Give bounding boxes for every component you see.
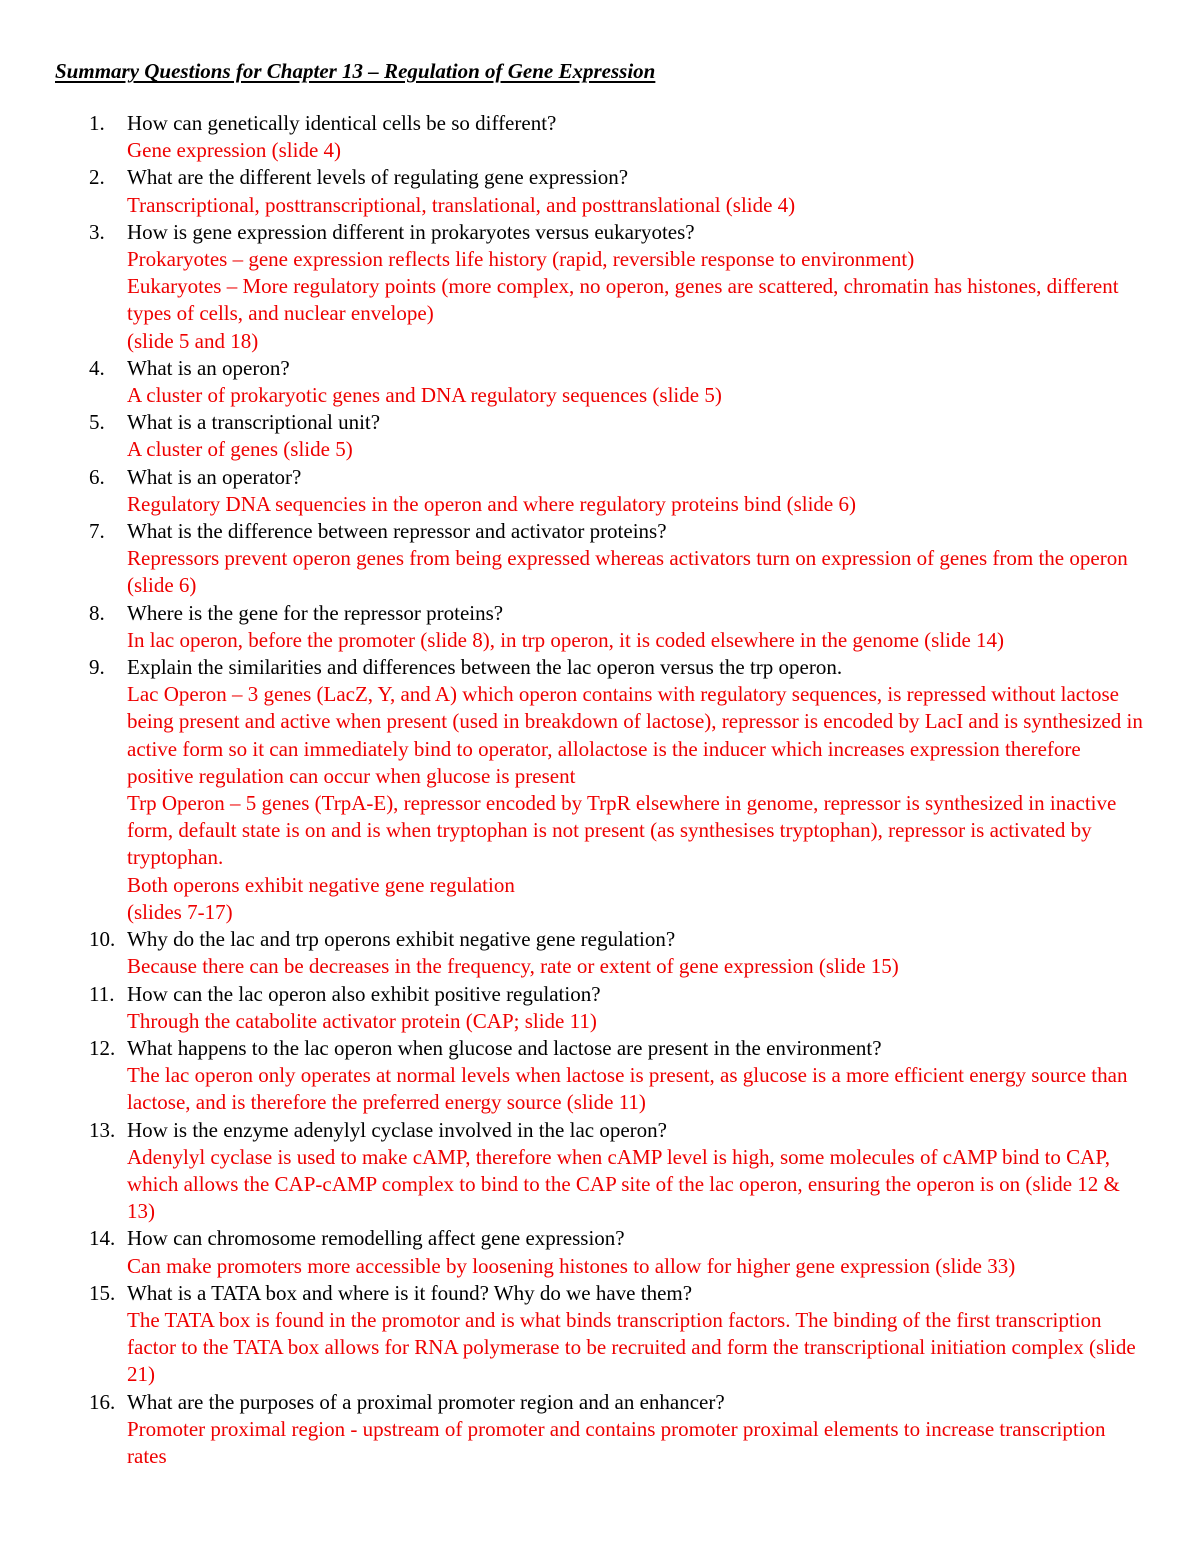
question-item bbox=[0, 409, 1200, 463]
question-number: 14. bbox=[89, 1226, 116, 1251]
question-number: 6. bbox=[89, 464, 105, 489]
answer-text: Lac Operon – 3 genes (LacZ, Y, and A) which operon contains with regulatory sequences, is repressed without lactose being present and active when present (used in breakdown of lactose), repressor is encoded by LacI and is synthesized in active form so it can immediately bind to operator, allolactose is the inducer which increases expression therefore positive regulation can occur when glucose is present bbox=[127, 682, 1143, 788]
question-text: What are the purposes of a proximal promoter region and an enhancer? bbox=[127, 1389, 725, 1414]
question-text: What is the difference between repressor and activator proteins? bbox=[127, 519, 667, 544]
answer-text: A cluster of genes (slide 5) bbox=[127, 437, 353, 462]
question-number: 10. bbox=[89, 927, 116, 952]
question-text: How is gene expression different in prokaryotes versus eukaryotes? bbox=[127, 219, 695, 244]
question-item bbox=[0, 926, 1200, 980]
question-item bbox=[0, 1117, 1200, 1226]
answer-text: In lac operon, before the promoter (slide 8), in trp operon, it is coded elsewhere in the genome (slide 14) bbox=[127, 627, 1005, 652]
answer-text: Can make promoters more accessible by loosening histones to allow for higher gene expression (slide 33) bbox=[127, 1253, 1016, 1278]
answer-text: Both operons exhibit negative gene regulation bbox=[127, 872, 515, 897]
question-number: 5. bbox=[89, 410, 105, 435]
question-number: 3. bbox=[89, 219, 105, 244]
answer-text: The TATA box is found in the promotor and is what binds transcription factors. The binding of the first transcription factor to the TATA box allows for RNA polymerase to be recruited and form the transcriptional initiation complex (slide 21) bbox=[127, 1307, 1136, 1387]
question-number: 4. bbox=[89, 355, 105, 380]
question-text: How is the enzyme adenylyl cyclase involved in the lac operon? bbox=[127, 1117, 667, 1142]
question-number: 2. bbox=[89, 165, 105, 190]
answer-text: (slides 7-17) bbox=[127, 899, 233, 924]
question-number: 11. bbox=[89, 981, 115, 1006]
question-item bbox=[0, 164, 1200, 218]
question-item bbox=[0, 981, 1200, 1035]
answer-text: Prokaryotes – gene expression reflects life history (rapid, reversible response to environment) bbox=[127, 247, 915, 272]
question-item bbox=[0, 654, 1200, 926]
question-number: 7. bbox=[89, 519, 105, 544]
answer-text: Through the catabolite activator protein (CAP; slide 11) bbox=[127, 1008, 597, 1033]
answer-text: Transcriptional, posttranscriptional, translational, and posttranslational (slide 4) bbox=[127, 192, 796, 217]
question-item bbox=[0, 1035, 1200, 1117]
question-text: What is an operator? bbox=[127, 464, 302, 489]
question-item bbox=[0, 355, 1200, 409]
question-item bbox=[0, 110, 1200, 164]
answer-text: Trp Operon – 5 genes (TrpA-E), repressor encoded by TrpR elsewhere in genome, repressor is synthesized in inactive form, default state is on and is when tryptophan is not present (as synthesises tryptophan), repressor is activated by tryptophan. bbox=[127, 791, 1117, 870]
question-item bbox=[0, 1280, 1200, 1389]
question-number: 12. bbox=[89, 1035, 116, 1060]
question-text: Where is the gene for the repressor proteins? bbox=[127, 600, 504, 625]
question-text: What is a TATA box and where is it found? Why do we have them? bbox=[127, 1280, 693, 1305]
question-text: How can chromosome remodelling affect gene expression? bbox=[127, 1226, 625, 1251]
answer-text: (slide 5 and 18) bbox=[127, 328, 259, 353]
question-text: How can the lac operon also exhibit positive regulation? bbox=[127, 981, 601, 1006]
question-text: What is an operon? bbox=[127, 355, 290, 380]
question-text: What are the different levels of regulating gene expression? bbox=[127, 165, 629, 190]
question-text: What happens to the lac operon when glucose and lactose are present in the environment? bbox=[127, 1035, 882, 1060]
question-number: 1. bbox=[89, 111, 105, 135]
question-number: 13. bbox=[89, 1117, 116, 1142]
question-item bbox=[0, 518, 1200, 600]
question-item bbox=[0, 219, 1200, 355]
page-title: Summary Questions for Chapter 13 – Regulation of Gene Expression bbox=[55, 59, 656, 83]
answer-text: Adenylyl cyclase is used to make cAMP, therefore when cAMP level is high, some molecules of cAMP bind to CAP, which allows the CAP-cAMP complex to bind to the CAP site of the lac operon, ensuring the operon is on (slide 12 & 13) bbox=[127, 1144, 1120, 1224]
question-text: What is a transcriptional unit? bbox=[127, 410, 381, 435]
question-text: How can genetically identical cells be so different? bbox=[127, 111, 557, 135]
answer-text: Eukaryotes – More regulatory points (more complex, no operon, genes are scattered, chromatin has histones, different types of cells, and nuclear envelope) bbox=[127, 274, 1119, 326]
answer-text: A cluster of prokaryotic genes and DNA regulatory sequences (slide 5) bbox=[127, 383, 722, 408]
question-text: Why do the lac and trp operons exhibit negative gene regulation? bbox=[127, 927, 676, 952]
question-list bbox=[0, 110, 1200, 1470]
question-item bbox=[0, 1225, 1200, 1279]
answer-text: Promoter proximal region - upstream of promoter and contains promoter proximal elements to increase transcription rates bbox=[127, 1416, 1106, 1468]
question-item bbox=[0, 464, 1200, 518]
question-text: Explain the similarities and differences between the lac operon versus the trp operon. bbox=[127, 655, 843, 680]
answer-text: The lac operon only operates at normal levels when lactose is present, as glucose is a more efficient energy source than lactose, and is therefore the preferred energy source (slide 11) bbox=[127, 1063, 1128, 1115]
question-item bbox=[0, 600, 1200, 654]
question-number: 16. bbox=[89, 1389, 116, 1414]
answer-text: Because there can be decreases in the frequency, rate or extent of gene expression (slide 15) bbox=[127, 954, 899, 979]
answer-text: Repressors prevent operon genes from being expressed whereas activators turn on expression of genes from the operon (slide 6) bbox=[127, 546, 1128, 598]
answer-text: Gene expression (slide 4) bbox=[127, 138, 342, 163]
question-number: 9. bbox=[89, 655, 105, 680]
question-number: 15. bbox=[89, 1280, 116, 1305]
question-item bbox=[0, 1389, 1200, 1471]
question-number: 8. bbox=[89, 600, 105, 625]
answer-text: Regulatory DNA sequencies in the operon and where regulatory proteins bind (slide 6) bbox=[127, 491, 856, 516]
